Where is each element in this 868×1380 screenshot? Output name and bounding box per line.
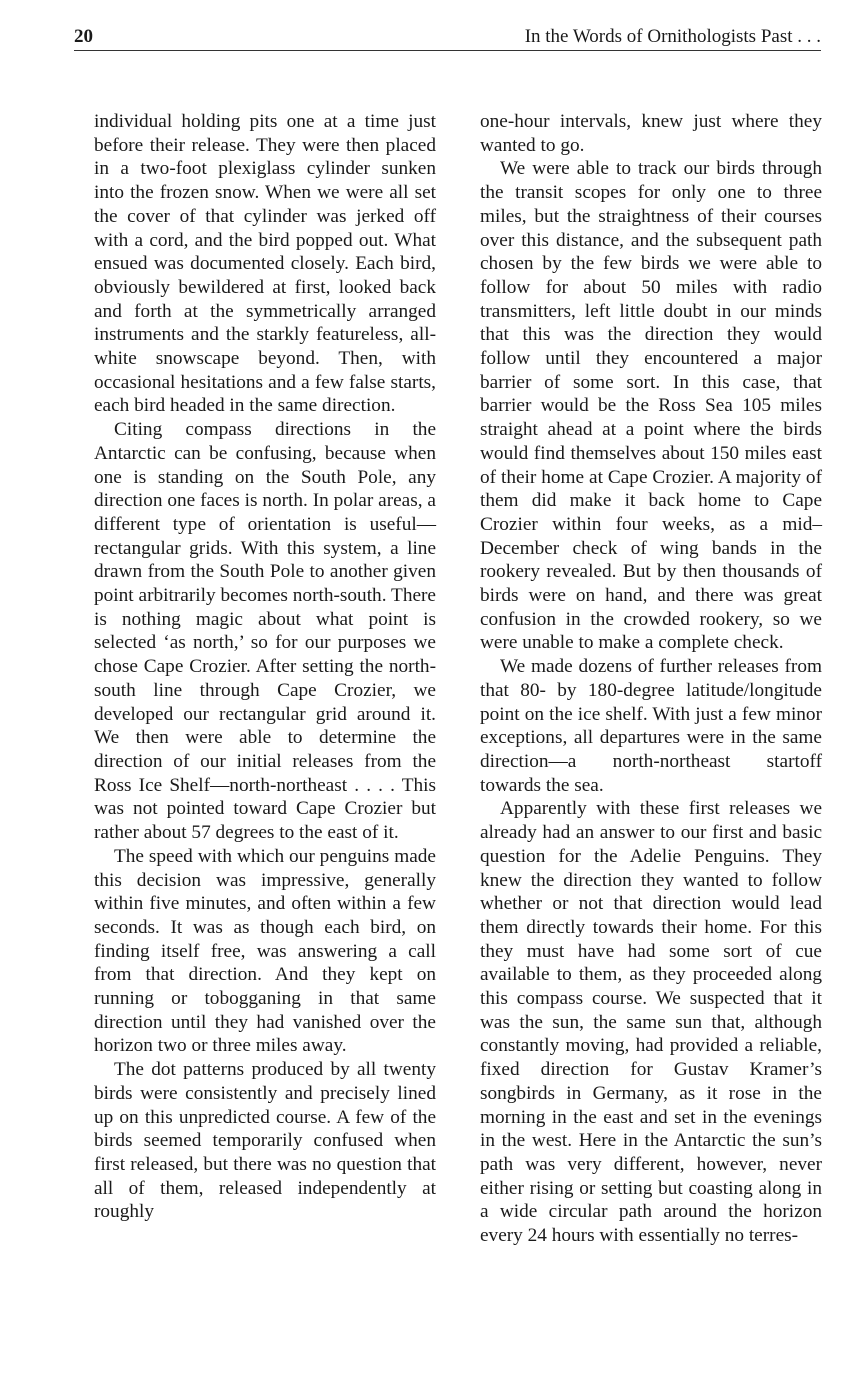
page-number: 20	[74, 26, 93, 47]
paragraph: one-hour intervals, knew just where they wanted to go.	[480, 111, 822, 156]
paragraph: The speed with which our penguins made this decision was impressive, generally within five minutes, and often within a few seconds. It was as though each bird, on finding itself free, was answering a call from that direction. And they kept on running or tobogganing in that same direction until they had vanished over the horizon two or three miles away.	[94, 845, 436, 1057]
running-head: In the Words of Ornithologists Past . . .	[524, 26, 821, 47]
paragraph: Citing compass directions in the Antarctic can be confusing, because when one is standing on the South Pole, any direction one faces is north. In polar areas, a different type of orientation is useful—rectangular grids. With this system, a line drawn from the South Pole to another given point arbitrarily becomes north-south. There is nothing magic about what point is selected ‘as north,’ so for our purposes we chose Cape Crozier. After setting the north-south line through Cape Crozier, we developed our rectangular grid around it. We then were able to determine the direction of our initial releases from the Ross Ice Shelf—north-northeast . . . . This was not pointed toward Cape Crozier but rather about 57 degrees to the east of it.	[94, 419, 436, 844]
paragraph: Apparently with these first releases we already had an answer to our first and basic question for the Adelie Penguins. They knew the direction they wanted to follow whether or not that direction would lead them directly towards their home. For this they must have had some sort of cue available to them, as they proceeded along this compass course. We suspected that it was the sun, the same sun that, although constantly moving, had provided a reliable, fixed direction for Gustav Kramer’s songbirds in Germany, as it rose in the morning in the east and set in the evenings in the west. Here in the Antarctic the sun’s path was very different, however, never either rising or setting but coasting along in a wide circular path around the horizon every 24 hours with essentially no terres-	[480, 798, 822, 1247]
left-column	[94, 110, 436, 1224]
paragraph: We made dozens of further releases from that 80- by 180-degree latitude/longitude point on the ice shelf. With just a few minor exceptions, all departures were in the same direction—a north-northeast startoff towards the sea.	[480, 656, 822, 796]
paragraph: We were able to track our birds through the transit scopes for only one to three miles, but the straightness of their courses over this distance, and the subsequent path chosen by the few birds we were able to follow for about 50 miles with radio transmitters, left little doubt in our minds that this was the direction they would follow until they encountered a major barrier of some sort. In this case, that barrier would be the Ross Sea 105 miles straight ahead at a point where the birds would find themselves about 150 miles east of their home at Cape Crozier. A majority of them did make it back home to Cape Crozier within four weeks, as a mid–December check of wing bands in the rookery revealed. But by then thousands of birds were on hand, and there was great confusion in the crowded rookery, so we were unable to make a complete check.	[480, 158, 822, 654]
paragraph: The dot patterns produced by all twenty birds were consistently and precisely lined up on this unpredicted course. A few of the birds seemed temporarily confused when first released, but there was no question that all of them, released independently at roughly	[94, 1059, 436, 1223]
right-column	[480, 110, 822, 1248]
paragraph: individual holding pits one at a time just before their release. They were then placed in a two-foot plexiglass cylinder sunken into the frozen snow. When we were all set the cover of that cylinder was jerked off with a cord, and the bird popped out. What ensued was documented closely. Each bird, obviously bewildered at first, looked back and forth at the symmetrically arranged instruments and the starkly featureless, all-white snowscape beyond. Then, with occasional hesitations and a few false starts, each bird headed in the same direction.	[94, 111, 436, 417]
page-header	[74, 24, 821, 51]
